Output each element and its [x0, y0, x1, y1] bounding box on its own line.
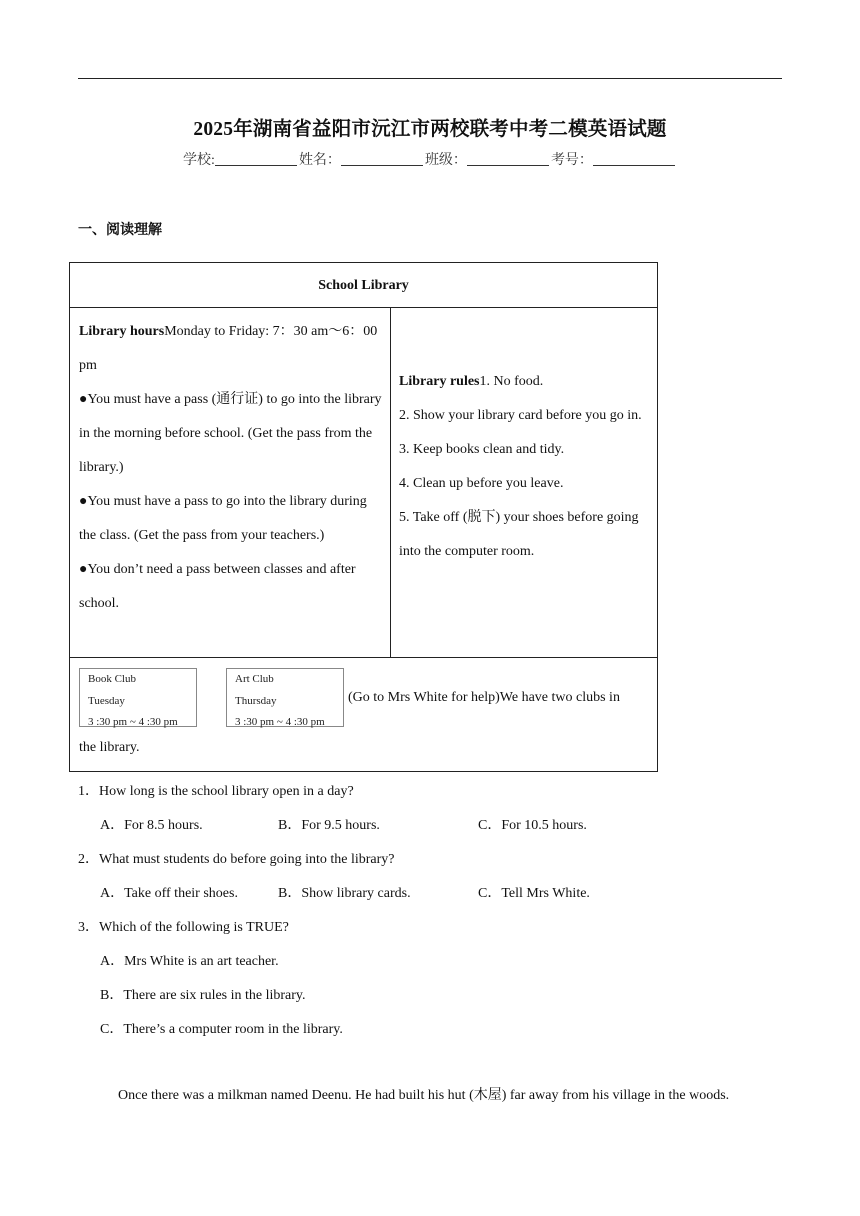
clubs-cell: [69, 657, 658, 772]
option-2c[interactable]: C．Tell Mrs White.: [478, 886, 590, 901]
pass-rule: ●You don’t need a pass between classes and after school.: [79, 562, 356, 611]
header-rule: [78, 78, 782, 79]
library-hours-cell: [69, 307, 391, 658]
exam-title: 2025年湖南省益阳市沅江市两校联考中考二模英语试题: [193, 119, 667, 140]
library-rules-cell: [390, 307, 658, 658]
hours-text: Monday to Friday: 7：30 am～6：00 pm: [79, 324, 378, 373]
student-info-line: [0, 149, 860, 169]
club-time: 3 :30 pm ~ 4 :30 pm: [88, 716, 178, 728]
pass-rule: ●You must have a pass (通行证) to go into the library in the morning before school. (Get the pass from the library.): [79, 392, 382, 475]
school-label: 学校:: [183, 153, 215, 168]
option-1c[interactable]: C．For 10.5 hours.: [478, 818, 587, 833]
option-3c[interactable]: C．There’s a computer room in the library.: [100, 1022, 343, 1037]
passage-first-line: Once there was a milkman named Deenu. He had built his hut (木屋) far away from his village in the woods.: [118, 1088, 730, 1103]
hours-line: [79, 315, 382, 383]
option-3b[interactable]: B．There are six rules in the library.: [100, 988, 306, 1003]
question-2: 2．What must students do before going into the library?: [78, 852, 395, 867]
club-day: Thursday: [235, 694, 277, 707]
hours-label: Library hours: [79, 324, 165, 339]
notice-heading: School Library: [69, 262, 658, 308]
clubs-note-end: the library.: [79, 740, 140, 755]
option-2a[interactable]: A．Take off their shoes.: [100, 886, 238, 901]
section-heading: 一、阅读理解: [78, 223, 162, 238]
question-1: 1．How long is the school library open in a day?: [78, 784, 354, 799]
exam-no-label: 考号：: [550, 153, 593, 168]
rule-item: 4. Clean up before you leave.: [399, 476, 564, 491]
option-3a[interactable]: A．Mrs White is an art teacher.: [100, 954, 279, 969]
rule-item: 5. Take off (脱下) your shoes before going into the computer room.: [399, 510, 639, 559]
class-blank[interactable]: [467, 152, 549, 166]
rule-item: 1. No food.: [479, 374, 544, 389]
question-3: 3．Which of the following is TRUE?: [78, 920, 289, 935]
class-label: 班级：: [424, 153, 467, 168]
name-label: 姓名：: [298, 153, 341, 168]
exam-no-blank[interactable]: [593, 152, 675, 166]
rules-label: Library rules: [399, 374, 480, 389]
option-2b[interactable]: B．Show library cards.: [278, 886, 411, 901]
club-name: Art Club: [235, 673, 274, 685]
option-1a[interactable]: A．For 8.5 hours.: [100, 818, 203, 833]
pass-rule: ●You must have a pass to go into the library during the class. (Get the pass from your teachers.): [79, 494, 367, 543]
option-1b[interactable]: B．For 9.5 hours.: [278, 818, 380, 833]
book-club-card: [79, 668, 197, 727]
school-blank[interactable]: [215, 152, 297, 166]
clubs-note: (Go to Mrs White for help)We have two clubs in: [348, 690, 620, 705]
art-club-card: [226, 668, 344, 727]
club-day: Tuesday: [88, 694, 125, 707]
rule-item: 3. Keep books clean and tidy.: [399, 442, 565, 457]
rule-item: 2. Show your library card before you go in.: [399, 408, 642, 423]
club-time: 3 :30 pm ~ 4 :30 pm: [235, 716, 325, 728]
club-name: Book Club: [88, 673, 136, 685]
rule-line: [399, 365, 649, 399]
name-blank[interactable]: [341, 152, 423, 166]
